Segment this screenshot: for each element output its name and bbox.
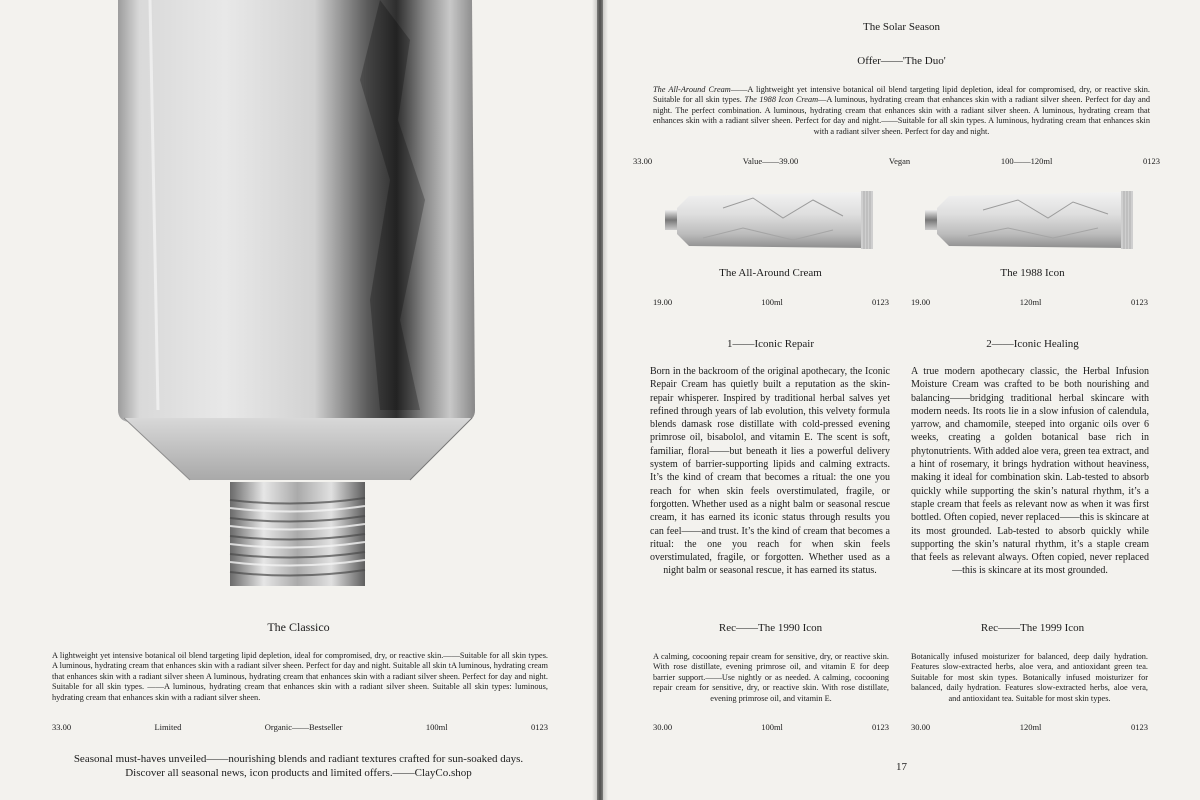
hero-tube-image <box>80 0 520 600</box>
meta-volume: 100ml <box>425 722 448 732</box>
rec-heading-2: Rec——The 1999 Icon <box>980 622 1085 634</box>
product-meta-1 <box>653 297 889 307</box>
rec-2-price: 30.00 <box>911 722 931 732</box>
product-description: A lightweight yet intensive botanical oil blend targeting lipid depletion, ideal for compromised, dry, or reactive skin.——Suitable for all skin types. A luminous, hydrating cream that enhances skin with a radiant silver sheen. Perfect for day and night. Suitable all skin tA luminous, hydrating cream that enhances skin with a radiant silver sheen A luminous, hydrating cream that enhances skin with a radiant silver sheen. Perfect for day and night. Suitable for all skin types. ——A luminous, hydrating cream that enhances skin with a radiant silver sheen. Suitable all skin types: luminous, hydrating cream that enhances skin with a radiant silver sheen. <box>52 651 548 702</box>
rec-meta-2 <box>911 722 1148 732</box>
offer-value: Value——39.00 <box>742 156 799 166</box>
rec-1-price: 30.00 <box>653 722 673 732</box>
rec-heading-1: Rec——The 1990 Icon <box>718 622 823 634</box>
product-name-2: The 1988 Icon <box>1000 267 1065 279</box>
article-body-1: Born in the backroom of the original apothecary, the Iconic Repair Cream has quietly built a reputation as the skin-repair whisperer. Inspired by traditional herbal salves yet refined through years of lab evolution, this velvety formula blends damask rose distillate with cold-pressed evening primrose oil, bisabolol, and vitamin E. The scent is soft, familiar, floral——but beneath it lies a powerful delivery system of barrier-supporting lipids and calming extracts. It’s the kind of cream that becomes a ritual: the one you reach for when skin feels overstimulated, fragile, or forgotten. Whether used as a night balm or seasonal rescue cream, it has earned its iconic status through results you can feel——and trust. It’s the kind of cream that becomes a ritual: the one you reach for when skin feels overstimulated, fragile, or forgotten. Whether used as a night balm or seasonal rescue, it has earned its status. <box>650 366 890 577</box>
offer-price: 33.00 <box>633 156 653 166</box>
product-tube-image-1 <box>663 188 877 253</box>
article-heading-1: 1——Iconic Repair <box>726 338 815 350</box>
offer-meta-row <box>633 156 1160 166</box>
meta-limited: Limited <box>154 722 182 732</box>
article-heading-2: 2——Iconic Healing <box>986 338 1079 350</box>
running-head: The Solar Season <box>863 21 940 33</box>
rec-2-volume: 120ml <box>1019 722 1042 732</box>
product-1-volume: 100ml <box>761 297 783 307</box>
product-meta-row <box>52 722 548 732</box>
product-1-code: 0123 <box>871 297 889 307</box>
offer-code: 0123 <box>1142 156 1160 166</box>
offer-vegan: Vegan <box>888 156 911 166</box>
offer-italic-1: The All-Around Cream <box>653 85 731 94</box>
offer-description <box>653 85 1150 137</box>
rec-2-code: 0123 <box>1130 722 1148 732</box>
product-tube-image-2 <box>923 188 1137 253</box>
rec-body-2: Botanically infused moisturizer for balanced, deep daily hydration. Features slow-extracted herbs, aloe vera, and antioxidant green tea. Suitable for most skin types. Botanically infused moisturizer for balanced, daily hydration. Features slow-extracted herbs, aloe vera, and antioxidant tea. Suitable for most skin types. <box>911 652 1148 703</box>
product-meta-2 <box>911 297 1148 307</box>
book-gutter <box>592 0 608 800</box>
product-2-code: 0123 <box>1130 297 1148 307</box>
offer-volume: 100——120ml <box>1000 156 1053 166</box>
meta-price: 33.00 <box>52 722 72 732</box>
offer-title: Offer——'The Duo' <box>857 55 946 67</box>
product-title: The Classico <box>267 620 330 634</box>
product-name-1: The All-Around Cream <box>719 267 822 279</box>
rec-meta-1 <box>653 722 889 732</box>
product-2-price: 19.00 <box>911 297 931 307</box>
rec-1-code: 0123 <box>871 722 889 732</box>
footer-line-1: Seasonal must-haves unveiled——nourishing blends and radiant textures crafted for sun-soaked days. <box>73 753 524 765</box>
footer-line-2: Discover all seasonal news, icon products and limited offers.——ClayCo.shop <box>125 767 472 779</box>
offer-text-1: ——A lightweight yet intensive botanical oil blend targeting lipid depletion, ideal for compromised, dry, or reactive skin. Suitable for all skin types. <box>653 85 1151 105</box>
article-body-2: A true modern apothecary classic, the Herbal Infusion Moisture Cream was crafted to be both nourishing and balancing——bridging traditional herbal skincare with modern needs. Its roots lie in a slow infusion of calendula, yarrow, and chamomile, steeped into organic oils over 6 weeks, creating a golden botanical base rich in phytonutrients. With added aloe vera, green tea extract, and a hint of rosemary, it brings hydration without heaviness, making it ideal for combination skin. Lab-tested to absorb quickly while supporting the skin’s natural rhythm, it’s a staple cream that feels as relevant now as when it was first bottled. Often copied, never replaced——this is skincare at its most grounded. Lab-tested to absorb quickly while supporting the skin’s natural rhythm, it’s a staple cream that feels as relevant always. Often copied, never replaced—this is skincare at its most grounded. <box>911 366 1149 577</box>
offer-italic-2: The 1988 Icon Cream <box>744 95 819 105</box>
rec-body-1: A calming, cocooning repair cream for sensitive, dry, or reactive skin. With rose distillate, evening primrose oil, and vitamin E for deep barrier support.——Use nightly or as needed. A calming, cocooning repair cream for sensitive, dry, or reactive skin. With rose distillate, evening primrose oil, and vitamin E. <box>653 652 889 703</box>
meta-code: 0123 <box>530 722 548 732</box>
offer-text-2: —A luminous, hydrating cream that enhances skin with a radiant silver sheen. Perfect for day and night. The perfect combination. A luminous, hydrating cream that enhances skin with a radiant silver sheen. A luminous, hydrating cream that enhances skin with a radiant silver sheen. Perfect for day and night.——Suitable for all skin types. A luminous, hydrating cream that enhances skin with a radiant silver sheen. Perfect for day and night. <box>653 95 1150 136</box>
left-page <box>0 0 597 800</box>
product-1-price: 19.00 <box>653 297 673 307</box>
page-number: 17 <box>896 761 907 773</box>
rec-1-volume: 100ml <box>761 722 783 732</box>
meta-tags: Organic——Bestseller <box>264 722 343 732</box>
product-2-volume: 120ml <box>1019 297 1042 307</box>
right-page <box>603 0 1200 800</box>
